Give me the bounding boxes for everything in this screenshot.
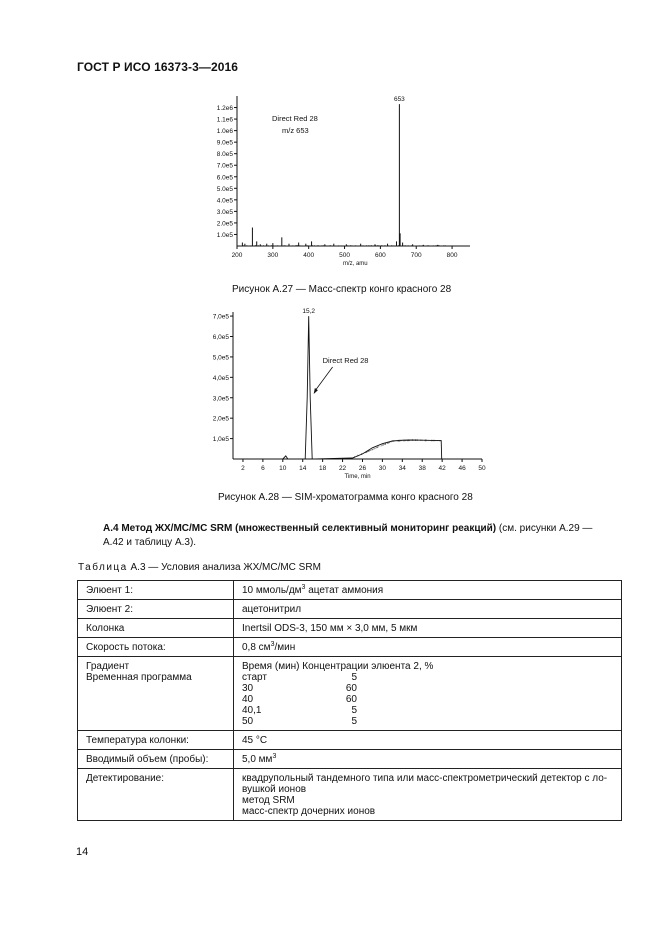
table-row <box>78 638 622 657</box>
x-tick-label: 22 <box>338 465 347 472</box>
table-row <box>78 769 622 821</box>
x-axis-label: m/z, amu <box>342 261 368 267</box>
x-tick-label: 34 <box>398 465 406 472</box>
x-axis-label: Time, min <box>344 474 371 480</box>
gradient-program <box>234 657 622 731</box>
page-number: 14 <box>76 846 89 858</box>
x-tick-label: 200 <box>231 252 243 259</box>
x-tick-label: 2 <box>241 465 245 472</box>
y-tick-label: 3,0e5 <box>212 395 229 403</box>
y-tick-label: 7,0e5 <box>212 313 229 321</box>
annotation-arrow-line <box>316 367 333 390</box>
row-label: Градиент Временная программа <box>78 657 234 731</box>
document-header: ГОСТ Р ИСО 16373-3—2016 <box>77 60 239 74</box>
annotation-label: Direct Red 28 <box>322 356 369 365</box>
y-tick-label: 2.0e5 <box>216 220 233 228</box>
row-label: Детектирование: <box>78 769 234 821</box>
x-tick-label: 50 <box>478 465 486 472</box>
x-tick-label: 10 <box>279 465 287 472</box>
table-row <box>78 731 622 750</box>
x-tick-label: 500 <box>339 252 350 259</box>
y-tick-label: 4.0e5 <box>216 197 233 205</box>
y-tick-label: 6.0e5 <box>216 174 233 182</box>
plateau-noise <box>353 439 441 458</box>
row-value: 5,0 $мм^3$ <box>234 750 622 769</box>
row-value: 10 ммоль/$дм^3$ ацетат аммония <box>234 581 622 600</box>
chromatogram-trace <box>233 316 482 459</box>
x-tick-label: 700 <box>410 252 422 259</box>
peak-label: 15,2 <box>302 308 316 315</box>
annotation-arrowhead <box>314 388 318 394</box>
conditions-table <box>77 580 622 821</box>
y-tick-label: 1.2e6 <box>216 105 233 113</box>
table-caption-text: А.3 — Условия анализа ЖХ/МС/МС SRM <box>127 562 321 573</box>
row-label: Температура колонки: <box>78 731 234 750</box>
y-tick-label: 4,0e5 <box>212 374 229 382</box>
figure-a27-caption: Рисунок А.27 — Масс-спектр конго красного 28 <box>232 284 452 295</box>
x-tick-label: 30 <box>378 465 387 472</box>
row-label: Элюент 2: <box>78 600 234 619</box>
sim-chromatogram-chart <box>180 300 500 485</box>
x-tick-label: 6 <box>261 465 265 472</box>
row-label: Элюент 1: <box>78 581 234 600</box>
table-caption <box>78 562 321 573</box>
peak-label: 653 <box>393 96 405 103</box>
y-tick-label: 3.0e5 <box>216 208 233 216</box>
x-tick-label: 600 <box>374 252 386 259</box>
y-tick-label: 6,0e5 <box>212 334 229 341</box>
y-tick-label: 5,0e5 <box>212 354 229 362</box>
gradient-step: 40 60 <box>242 694 357 705</box>
figure-a28-caption: Рисунок А.28 — SIM-хроматограмма конго красного 28 <box>218 492 473 503</box>
y-tick-label: 1.1e6 <box>216 116 233 124</box>
table-row <box>78 619 622 638</box>
table-row <box>78 600 622 619</box>
gradient-step: старт 5 <box>242 672 357 683</box>
row-value: 0,8 $см^3$/мин <box>234 638 622 657</box>
row-value: квадрупольный тандемного типа или масс-спектрометрический детектор с ло- вушкой ионов метод SRM масс-спектр дочерних ионов <box>234 769 622 821</box>
table-row <box>78 581 622 600</box>
row-label: Вводимый объем (пробы): <box>78 750 234 769</box>
mass-spectrum-chart <box>180 88 500 278</box>
y-tick-label: 1,0e5 <box>212 436 229 444</box>
section-text: (см. рисунки А.29 — А.42 и таблицу А.3). <box>103 523 593 548</box>
y-tick-label: 7.0e5 <box>216 162 233 170</box>
row-value: 45 °С <box>234 731 622 750</box>
table-row <box>78 750 622 769</box>
x-tick-label: 800 <box>446 252 458 259</box>
x-tick-label: 46 <box>458 465 466 472</box>
row-value: Inertsil ODS-3, 150 мм × 3,0 мм, 5 мкм <box>234 619 622 638</box>
gradient-step: 30 60 <box>242 683 357 694</box>
y-tick-label: 8.0e5 <box>216 151 233 159</box>
annotation-title: Direct Red 28 <box>272 114 318 123</box>
gradient-step: 40,1 5 <box>242 705 357 716</box>
y-tick-label: 1.0e5 <box>216 231 233 239</box>
x-tick-label: 300 <box>267 252 279 259</box>
section-heading: А.4 Метод ЖХ/МС/МС SRM (множественный селективный мониторинг реакций) <box>103 523 497 534</box>
y-tick-label: 1.0e6 <box>216 128 233 136</box>
x-tick-label: 400 <box>303 252 315 259</box>
gradient-step: 50 5 <box>242 716 357 727</box>
y-tick-label: 2,0e5 <box>212 415 229 423</box>
table-row-gradient <box>78 657 622 731</box>
y-tick-label: 9.0e5 <box>216 139 233 147</box>
section-a4 <box>103 522 613 550</box>
x-tick-label: 42 <box>438 465 446 472</box>
row-value: ацетонитрил <box>234 600 622 619</box>
row-label: Колонка <box>78 619 234 638</box>
x-tick-label: 14 <box>299 465 307 472</box>
x-tick-label: 26 <box>358 465 367 472</box>
row-label: Скорость потока: <box>78 638 234 657</box>
x-tick-label: 38 <box>418 465 426 472</box>
table-caption-prefix: Таблица <box>78 562 128 573</box>
annotation-mz: m/z 653 <box>282 126 309 135</box>
gradient-header: Время (мин) Концентрации элюента 2, % <box>242 661 434 672</box>
y-tick-label: 5.0e5 <box>216 185 233 193</box>
x-tick-label: 18 <box>319 465 327 472</box>
